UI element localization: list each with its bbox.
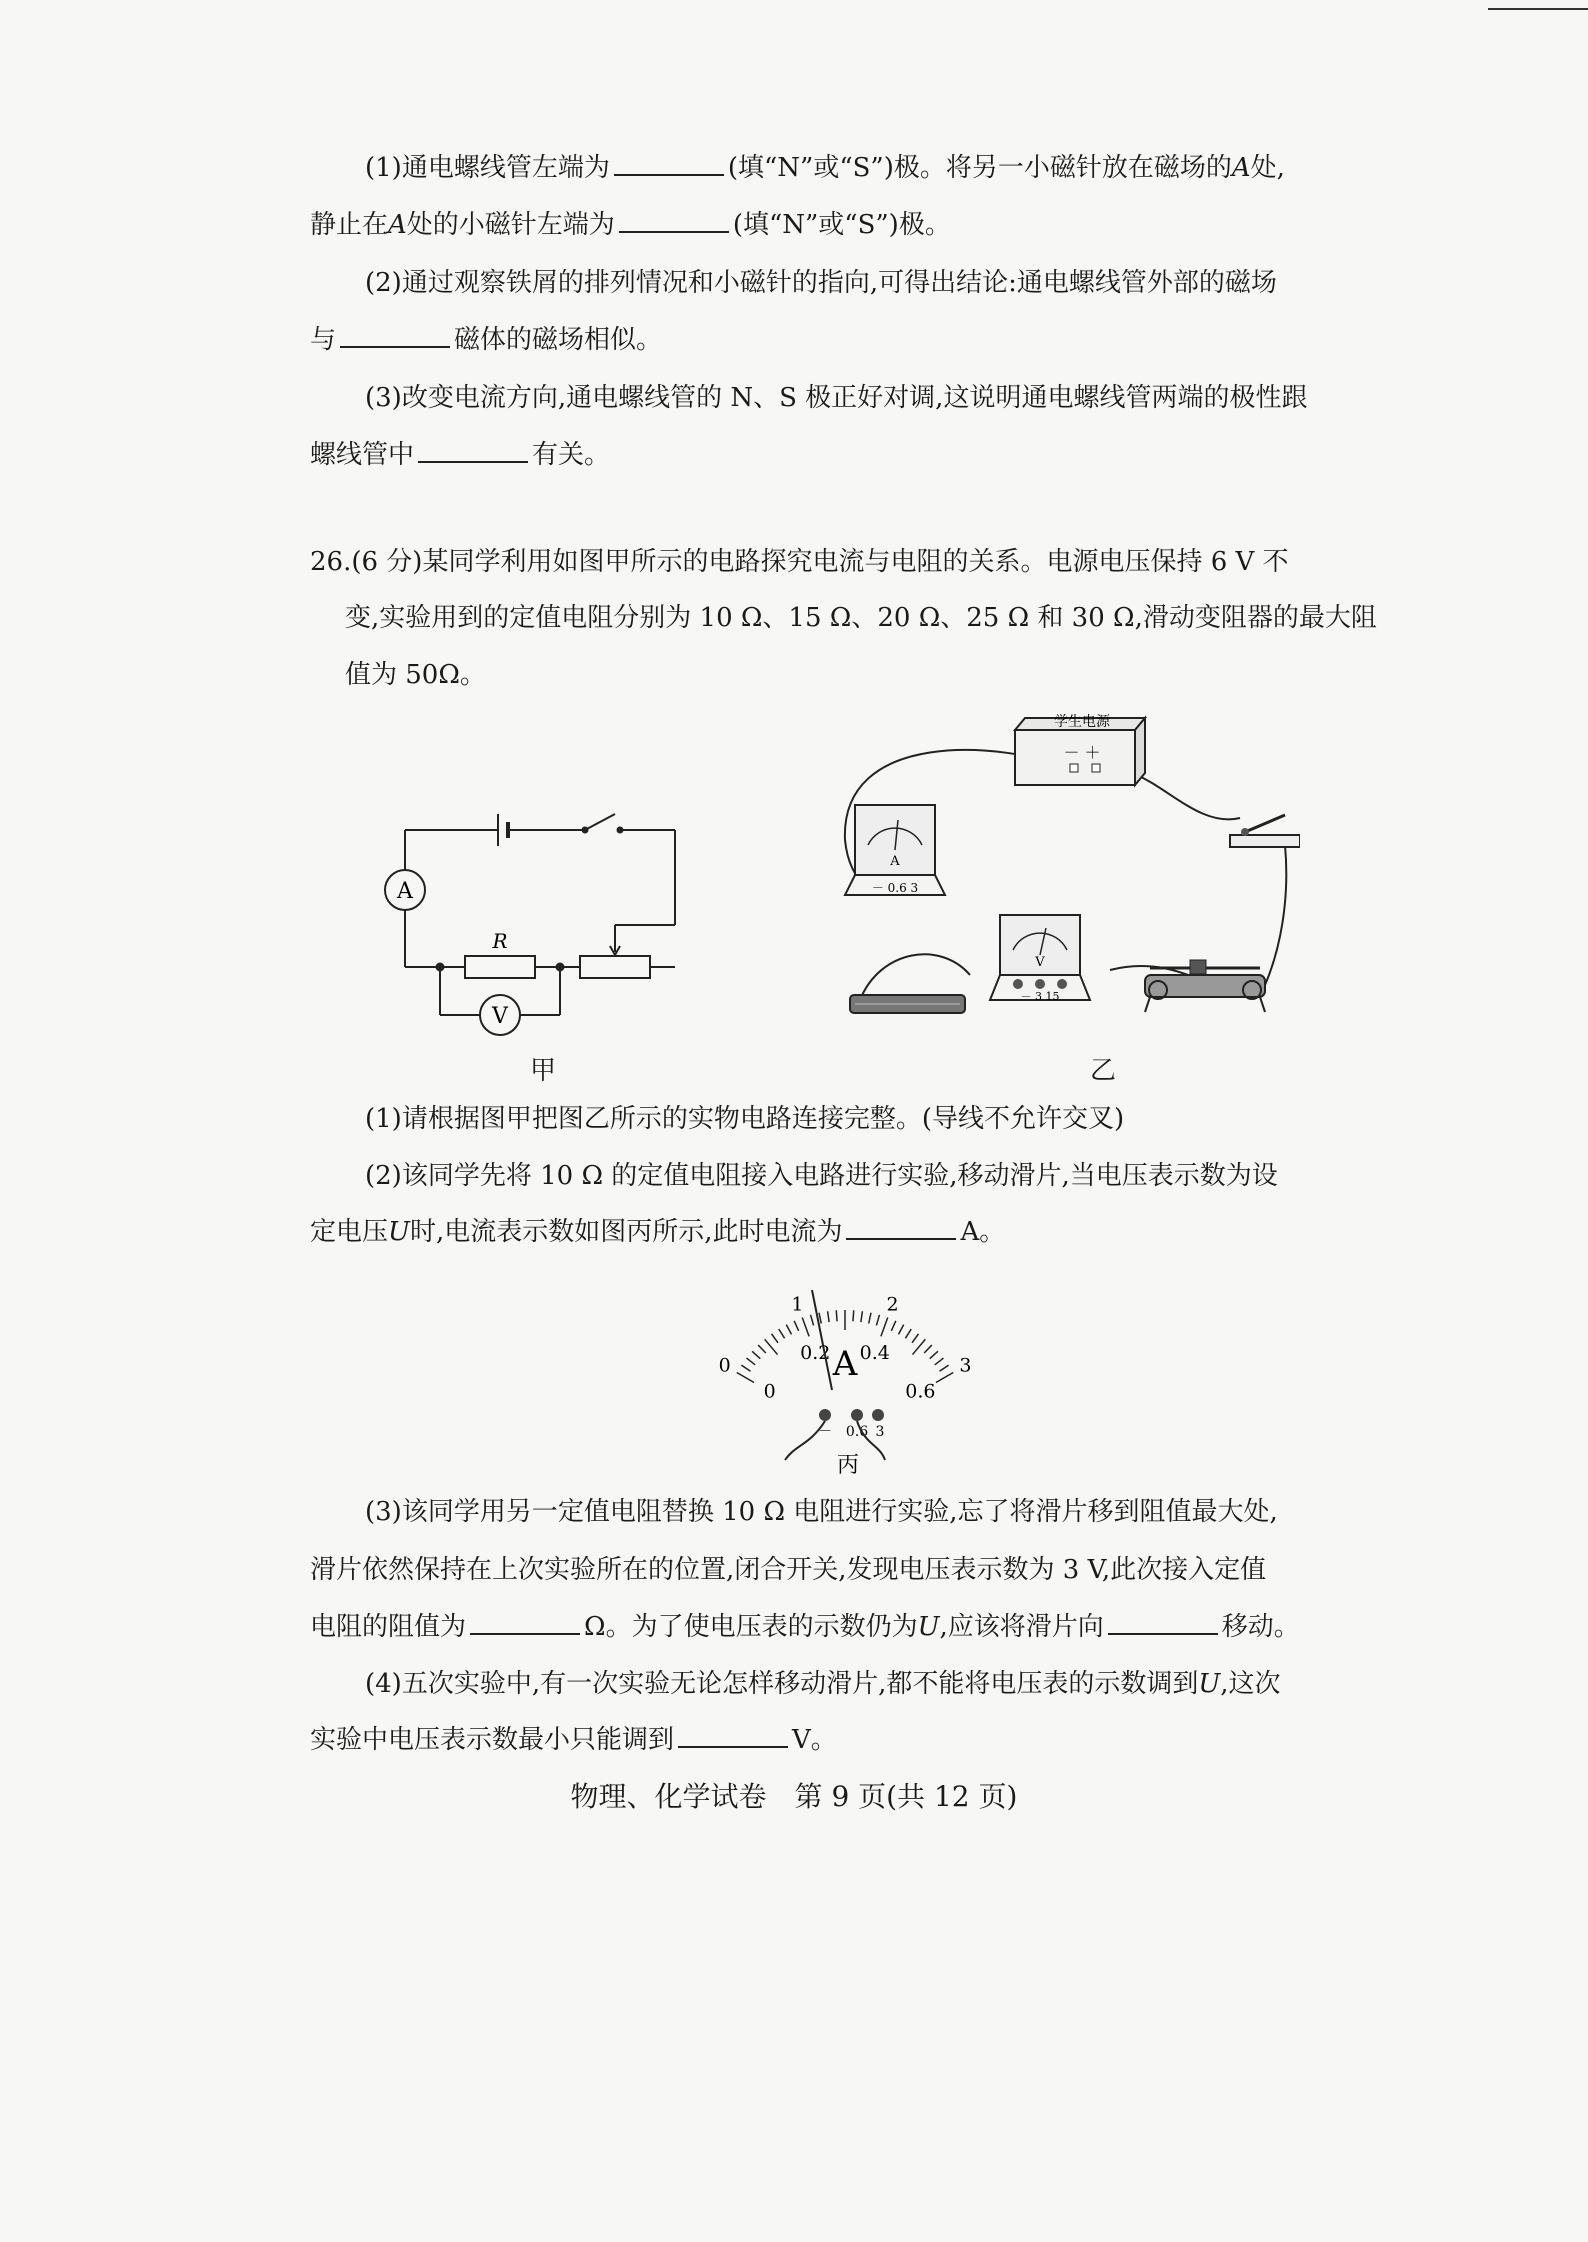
- text: ,这次: [1220, 1669, 1281, 1699]
- q26-part2-line2: [310, 1212, 1380, 1252]
- dial-inner-label: 0.4: [859, 1342, 890, 1365]
- text: (3)改变电流方向,通电螺线管的 N、S 极正好对调,这说明通电螺线管两端的极性跟: [365, 383, 1308, 413]
- text: 变,实验用到的定值电阻分别为 10 Ω、15 Ω、20 Ω、25 Ω 和 30 Ω,滑动变阻器的最大阻: [345, 603, 1377, 633]
- dial-outer-label: 0: [718, 1354, 731, 1377]
- q26-part3-line1: [365, 1492, 1435, 1532]
- corner-mark: [1488, 8, 1588, 10]
- text: 有关。: [532, 440, 611, 470]
- dial-tick: [899, 1325, 904, 1335]
- text: 处,: [1250, 153, 1285, 183]
- ammeter-device: [845, 805, 945, 895]
- dial-tick: [802, 1318, 809, 1337]
- dial-tick: [924, 1345, 932, 1353]
- ammeter-dial-bing: [700, 1260, 990, 1485]
- dial-tick: [930, 1351, 938, 1358]
- dial-tick: [912, 1339, 925, 1354]
- figure-label-bing: 丙: [836, 1453, 860, 1478]
- q25-part1-line1: [365, 148, 1435, 188]
- q26-part2-line1: [365, 1156, 1435, 1196]
- dial-tick: [912, 1334, 918, 1343]
- terminal-label: －: [818, 1424, 832, 1440]
- q25-part2-line2: [310, 320, 1380, 360]
- power-supply-label: 学生电源: [1054, 714, 1110, 730]
- dial-tick: [861, 1311, 863, 1322]
- q26-intro-line3: [345, 655, 1415, 695]
- dial-unit-label: A: [832, 1344, 858, 1384]
- text: (1)请根据图甲把图乙所示的实物电路连接完整。(导线不允许交叉): [365, 1104, 1125, 1134]
- circuit-diagram-jia: [370, 800, 700, 1060]
- dial-inner-label: 0.2: [800, 1342, 831, 1365]
- dial-tick: [752, 1351, 760, 1358]
- text: 磁体的磁场相似。: [454, 325, 663, 355]
- power-supply: [1015, 713, 1145, 785]
- symbol-u: U: [1198, 1669, 1221, 1699]
- answer-blank[interactable]: [619, 205, 729, 233]
- terminal-label: 3: [875, 1424, 885, 1440]
- dial-tick: [765, 1339, 778, 1354]
- dial-tick: [876, 1315, 879, 1326]
- dial-tick: [786, 1325, 791, 1335]
- dial-tick: [779, 1329, 785, 1338]
- text: 定电压: [310, 1217, 389, 1247]
- text: 值为 50Ω。: [345, 660, 486, 690]
- point-label: A: [388, 210, 407, 240]
- text: (1)通电螺线管左端为: [365, 153, 610, 183]
- text: (4)五次实验中,有一次实验无论怎样移动滑片,都不能将电压表的示数调到: [365, 1669, 1199, 1699]
- dial-tick: [940, 1365, 949, 1371]
- dial-inner-label: 0.6: [905, 1380, 936, 1403]
- dial-tick: [853, 1310, 854, 1321]
- text: 螺线管中: [310, 440, 415, 470]
- dial-inner-label: 0: [763, 1380, 776, 1403]
- dial-tick: [772, 1334, 778, 1343]
- text: (2)该同学先将 10 Ω 的定值电阻接入电路进行实验,移动滑片,当电压表示数为设: [365, 1161, 1278, 1191]
- dial-tick: [794, 1321, 798, 1331]
- ammeter-face-label: A: [890, 854, 900, 869]
- point-label: A: [1231, 153, 1251, 183]
- dial-tick: [891, 1321, 895, 1331]
- text: 26.(6 分)某同学利用如图甲所示的电路探究电流与电阻的关系。电源电压保持 6 V 不: [310, 547, 1289, 577]
- dial-tick: [869, 1313, 871, 1324]
- text: (2)通过观察铁屑的排列情况和小磁针的指向,可得出结论:通电螺线管外部的磁场: [365, 268, 1277, 298]
- voltmeter-terminal-labels: － 3 15: [1020, 990, 1060, 1003]
- dial-tick: [758, 1345, 766, 1353]
- text: 静止在: [310, 210, 389, 240]
- dial-tick: [935, 1358, 944, 1365]
- rheostat-device: [1145, 960, 1265, 1012]
- q26-part4-line1: [365, 1664, 1435, 1704]
- text: 与: [310, 325, 337, 355]
- dial-tick: [936, 1373, 953, 1383]
- dial-outer-label: 1: [791, 1293, 804, 1316]
- text: V。: [792, 1725, 837, 1755]
- q25-part1-line2: [310, 205, 1380, 245]
- physical-circuit-yi: [820, 700, 1300, 1055]
- text: 处的小磁针左端为: [406, 210, 615, 240]
- terminal-label: 0.6: [845, 1424, 869, 1440]
- q25-part3-line1: [365, 378, 1435, 418]
- answer-blank[interactable]: [678, 1720, 788, 1748]
- answer-blank[interactable]: [470, 1607, 580, 1635]
- answer-blank[interactable]: [340, 320, 450, 348]
- answer-blank[interactable]: [418, 435, 528, 463]
- q25-part2-line1: [365, 263, 1435, 303]
- answer-blank[interactable]: [846, 1212, 956, 1240]
- dial-tick: [811, 1315, 814, 1326]
- q26-part3-line3: [310, 1607, 1380, 1647]
- text: (3)该同学用另一定值电阻替换 10 Ω 电阻进行实验,忘了将滑片移到阻值最大处,: [365, 1497, 1278, 1527]
- q26-part3-line2: [310, 1550, 1380, 1590]
- fixed-resistor-device: [850, 995, 965, 1013]
- page-footer: 物理、化学试卷 第 9 页(共 12 页): [570, 1780, 1018, 1813]
- resistor-label: R: [492, 929, 508, 953]
- text: 滑片依然保持在上次实验所在的位置,闭合开关,发现电压表示数为 3 V,此次接入定值: [310, 1555, 1267, 1585]
- dial-tick: [905, 1329, 911, 1338]
- text: (填“N”或“S”)极。将另一小磁针放在磁场的: [727, 153, 1232, 183]
- text: 实验中电压表示数最小只能调到: [310, 1725, 675, 1755]
- figure-label-jia: 甲: [530, 1056, 557, 1086]
- figure-label-yi: 乙: [1090, 1056, 1117, 1086]
- ammeter-terminal-labels: － 0.6 3: [871, 881, 919, 895]
- symbol-u: U: [917, 1612, 940, 1642]
- q26-intro-line1: [310, 542, 1380, 582]
- dial-tick: [746, 1358, 755, 1365]
- text: ,应该将滑片向: [939, 1612, 1104, 1642]
- dial-tick: [828, 1311, 830, 1322]
- text: A。: [960, 1217, 1006, 1247]
- voltmeter-face-label: V: [1035, 955, 1045, 970]
- dial-terminals: [785, 1409, 885, 1460]
- dial-tick: [836, 1310, 837, 1321]
- text: 电阻的阻值为: [310, 1612, 467, 1642]
- q26-intro-line2: [345, 598, 1415, 638]
- dial-needle: [812, 1290, 832, 1390]
- q26-part4-line2: [310, 1720, 1380, 1760]
- dial-outer-label: 3: [959, 1354, 972, 1377]
- text: 时,电流表示数如图丙所示,此时电流为: [409, 1217, 843, 1247]
- dial-tick: [881, 1318, 888, 1337]
- switch-device: [1230, 815, 1300, 847]
- ammeter-label: A: [397, 879, 413, 904]
- answer-blank[interactable]: [614, 148, 724, 176]
- dial-tick: [741, 1365, 750, 1371]
- power-supply-terminals: － ＋: [1063, 743, 1101, 762]
- text: 移动。: [1221, 1612, 1300, 1642]
- text: Ω。为了使电压表的示数仍为: [584, 1612, 918, 1642]
- voltmeter-label: V: [492, 1004, 508, 1029]
- dial-outer-label: 2: [886, 1293, 899, 1316]
- text: (填“N”或“S”)极。: [732, 210, 951, 240]
- voltmeter-device: [990, 915, 1090, 1003]
- answer-blank[interactable]: [1108, 1607, 1218, 1635]
- q26-part1: [365, 1099, 1435, 1139]
- symbol-u: U: [388, 1217, 410, 1247]
- q25-part3-line2: [310, 435, 1380, 475]
- dial-tick: [737, 1373, 754, 1383]
